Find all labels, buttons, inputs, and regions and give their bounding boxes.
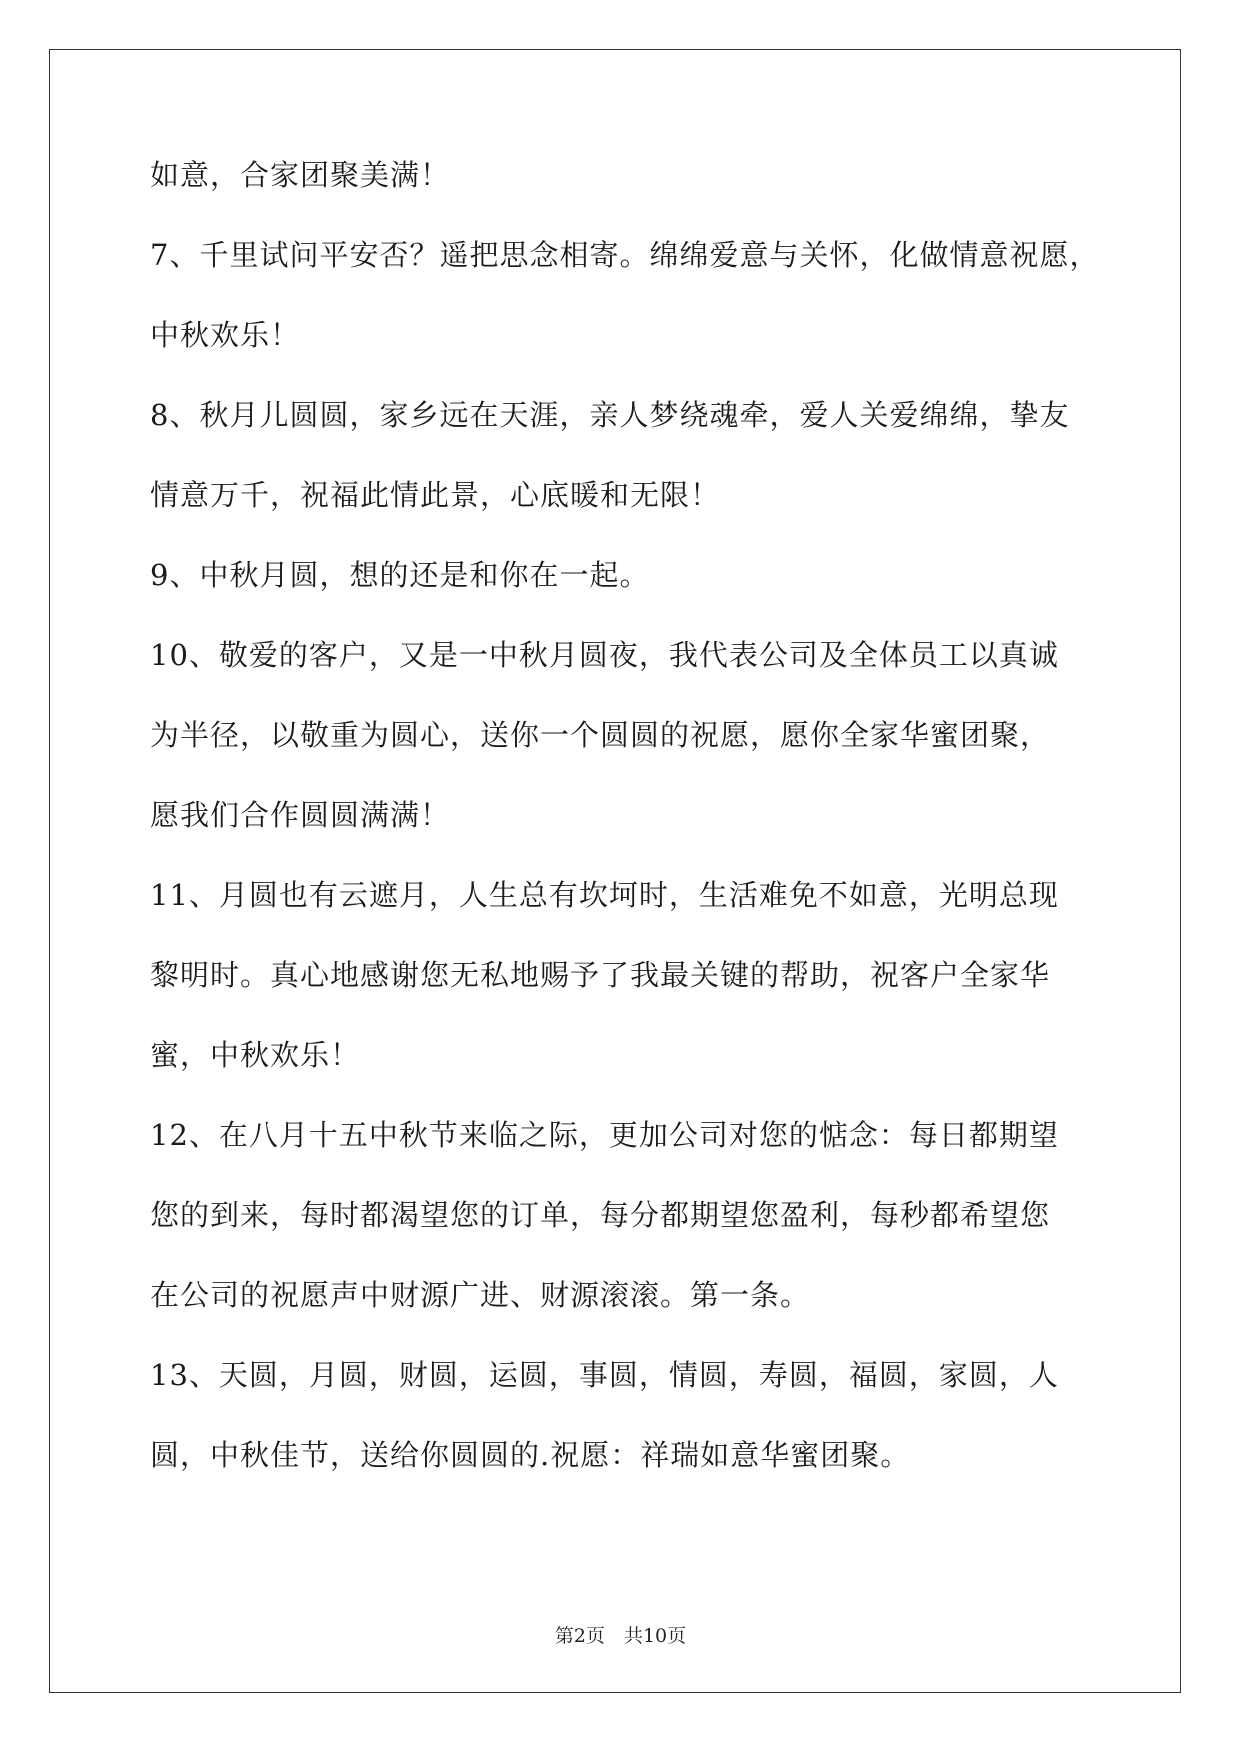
page-footer xyxy=(0,1624,1241,1648)
text-line: 11、月圆也有云遮月，人生总有坎坷时，生活难免不如意，光明总现 xyxy=(150,878,1059,912)
text-line: 8、秋月儿圆圆，家乡远在天涯，亲人梦绕魂牵，爱人关爱绵绵，挚友 xyxy=(150,398,1070,432)
text-line: 黎明时。真心地感谢您无私地赐予了我最关键的帮助，祝客户全家华 xyxy=(150,958,1051,992)
text-line: 10、敬爱的客户，又是一中秋月圆夜，我代表公司及全体员工以真诚 xyxy=(150,638,1059,672)
text-line: 您的到来，每时都渴望您的订单，每分都期望您盈利，每秒都希望您 xyxy=(150,1198,1051,1232)
text-line: 为半径，以敬重为圆心，送你一个圆圆的祝愿，愿你全家华蜜团聚， xyxy=(150,718,1051,752)
text-line: 中秋欢乐！ xyxy=(150,318,301,352)
text-line: 蜜，中秋欢乐！ xyxy=(150,1038,361,1072)
text-line: 13、天圆，月圆，财圆，运圆，事圆，情圆，寿圆，福圆，家圆，人 xyxy=(150,1358,1059,1392)
text-line: 愿我们合作圆圆满满！ xyxy=(150,798,451,832)
text-line: 情意万千，祝福此情此景，心底暖和无限！ xyxy=(150,478,721,512)
text-line: 7、千里试问平安否？遥把思念相寄。绵绵爱意与关怀，化做情意祝愿， xyxy=(150,238,1100,272)
text-line: 9、中秋月圆，想的还是和你在一起。 xyxy=(150,558,650,592)
page-number: 第2页 共10页 xyxy=(554,1625,687,1647)
document-body xyxy=(150,160,1130,1520)
text-line: 在公司的祝愿声中财源广进、财源滚滚。第一条。 xyxy=(150,1278,811,1312)
text-line: 圆，中秋佳节，送给你圆圆的.祝愿：祥瑞如意华蜜团聚。 xyxy=(150,1438,911,1472)
text-line: 12、在八月十五中秋节来临之际，更加公司对您的惦念：每日都期望 xyxy=(150,1118,1059,1152)
text-line: 如意，合家团聚美满！ xyxy=(150,158,451,192)
